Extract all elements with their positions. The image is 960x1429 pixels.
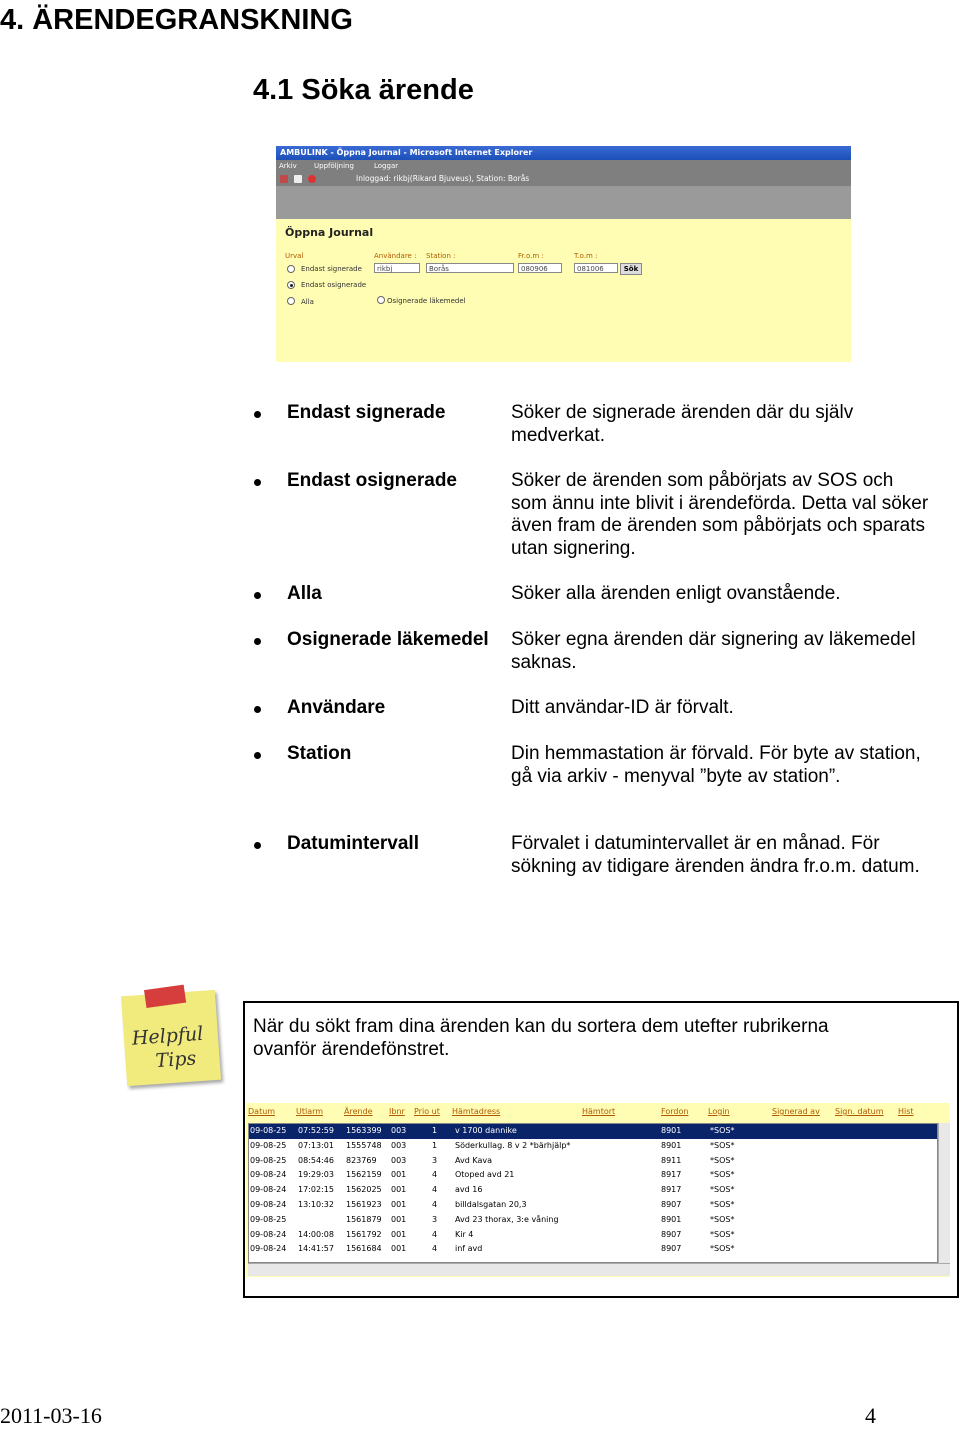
bullet — [254, 706, 261, 713]
window-title: AMBULINK - Öppna Journal - Microsoft Internet Explorer — [276, 146, 851, 160]
table-cell: 1561923 — [346, 1200, 382, 1209]
table-cell: 8907 — [661, 1244, 682, 1254]
table-cell: 1562025 — [346, 1185, 382, 1195]
search-button[interactable]: Sök — [620, 263, 642, 275]
table-cell: 1563399 — [346, 1126, 382, 1135]
table-cell: 09-08-25 — [250, 1155, 287, 1165]
table-cell: 8911 — [661, 1155, 682, 1165]
table-cell: *SOS* — [710, 1244, 735, 1254]
table-cell: 823769 — [346, 1155, 377, 1165]
table-cell: 07:52:59 — [298, 1126, 334, 1135]
to-date-input[interactable]: 081006 — [574, 263, 618, 273]
col-header[interactable]: Hämtort — [582, 1107, 616, 1116]
table-cell: *SOS* — [710, 1185, 735, 1195]
table-cell: 09-08-25 — [250, 1214, 287, 1224]
table-cell: 3 — [432, 1214, 438, 1224]
toolbar-area — [276, 186, 851, 219]
menu-uppfoljning[interactable]: Uppföljning — [314, 162, 354, 170]
option-label: Endast osignerade — [301, 281, 367, 289]
col-header[interactable]: Utlarm — [296, 1107, 324, 1116]
col-header[interactable]: Hämtadress — [452, 1107, 501, 1116]
col-header[interactable]: Login — [708, 1107, 730, 1116]
table-cell: 09-08-24 — [250, 1229, 287, 1239]
station-label: Station : — [426, 252, 456, 260]
table-cell: 1561792 — [346, 1229, 382, 1239]
table-row[interactable] — [249, 1154, 937, 1169]
bullet — [254, 842, 261, 849]
radio-alla[interactable] — [287, 297, 295, 305]
page-title: Öppna Journal — [285, 226, 374, 239]
table-cell: 1555748 — [346, 1140, 382, 1150]
table-cell: 003 — [391, 1140, 407, 1150]
table-cell: *SOS* — [710, 1214, 735, 1224]
table-row[interactable] — [249, 1139, 937, 1154]
description: Söker de signerade ärenden där du själv medverkat. — [511, 402, 854, 446]
oppna-journal-screenshot — [276, 146, 851, 362]
bullet — [254, 752, 261, 759]
col-header[interactable]: Signerad av — [772, 1107, 820, 1116]
table-row[interactable] — [249, 1198, 937, 1213]
to-label: T.o.m : — [574, 252, 598, 260]
table-cell: 001 — [391, 1214, 407, 1224]
section-heading: 4.1 Söka ärende — [253, 74, 474, 106]
table-cell: 14:41:57 — [298, 1244, 334, 1254]
menu-loggar[interactable]: Loggar — [374, 162, 399, 170]
radio-endast-osignerade[interactable] — [287, 281, 295, 289]
table-cell: avd 16 — [455, 1185, 483, 1195]
table-cell: *SOS* — [710, 1155, 735, 1165]
term: Användare — [287, 697, 386, 718]
urval-label: Urval — [285, 252, 304, 260]
menu-bar — [276, 160, 851, 186]
anvandare-label: Användare : — [374, 252, 417, 260]
col-header[interactable]: Hist — [898, 1107, 914, 1116]
table-cell: *SOS* — [710, 1170, 735, 1180]
table-cell: 1561684 — [346, 1244, 382, 1254]
case-list-screenshot — [246, 1103, 950, 1277]
stop-icon[interactable] — [280, 175, 288, 183]
chapter-heading: 4. ÄRENDEGRANSKNING — [0, 4, 353, 36]
bullet — [254, 411, 261, 418]
table-cell: 8907 — [661, 1200, 682, 1209]
table-cell: 09-08-24 — [250, 1170, 287, 1180]
case-table — [248, 1123, 938, 1263]
col-header[interactable]: Ibnr — [389, 1107, 405, 1116]
table-cell: 09-08-24 — [250, 1200, 287, 1209]
table-cell: 4 — [432, 1185, 438, 1195]
table-cell: *SOS* — [710, 1200, 735, 1209]
table-cell: 8901 — [661, 1140, 682, 1150]
table-cell: 001 — [391, 1170, 407, 1180]
option-label: Alla — [301, 298, 314, 306]
table-cell: 13:10:32 — [298, 1200, 334, 1209]
table-cell: 8901 — [661, 1214, 682, 1224]
option-label: Endast signerade — [301, 265, 362, 273]
table-cell: 003 — [391, 1126, 407, 1135]
term: Station — [287, 743, 352, 764]
tip-text: När du sökt fram dina ärenden kan du sortera dem utefter rubrikerna ovanför ärendefönstret. — [253, 1016, 829, 1060]
bullet — [254, 638, 261, 645]
table-cell: 09-08-24 — [250, 1244, 287, 1254]
table-row[interactable] — [249, 1228, 937, 1243]
bullet — [254, 592, 261, 599]
description: Söker egna ärenden där signering av läkemedel saknas. — [511, 629, 916, 673]
col-header[interactable]: Prio ut — [414, 1107, 440, 1116]
from-label: Fr.o.m : — [518, 252, 544, 260]
option-label: Osignerade läkemedel — [387, 297, 466, 305]
radio-osignerade-lakemedel[interactable] — [377, 296, 385, 304]
table-cell: 003 — [391, 1155, 407, 1165]
table-cell: Söderkullag. 8 v 2 *bärhjälp* — [455, 1140, 571, 1150]
description: Söker de ärenden som påbörjats av SOS och som ännu inte blivit i ärendeförda. Detta val söker även fram de ärenden som påbörjats och sparats utan signering. — [511, 470, 929, 559]
table-cell: billdalsgatan 20,3 — [455, 1200, 527, 1209]
table-cell: 3 — [432, 1155, 438, 1165]
table-row[interactable] — [249, 1183, 937, 1198]
table-cell: Avd Kava — [455, 1155, 493, 1165]
from-date-input[interactable]: 080906 — [518, 263, 562, 273]
table-cell: 8901 — [661, 1126, 682, 1135]
table-cell: v 1700 dannike — [455, 1126, 517, 1135]
table-cell: 09-08-24 — [250, 1185, 287, 1195]
table-cell: 14:00:08 — [298, 1229, 334, 1239]
table-cell: 4 — [432, 1244, 438, 1254]
description: Ditt användar-ID är förvalt. — [511, 697, 734, 718]
note-line2: Tips — [154, 1047, 197, 1073]
table-cell: 4 — [432, 1229, 438, 1239]
table-cell: 1 — [432, 1140, 438, 1150]
table-cell: 001 — [391, 1229, 407, 1239]
term: Datumintervall — [287, 833, 419, 854]
helpful-tips-note — [121, 990, 221, 1086]
login-info: Inloggad: rikbj(Rikard Bjuveus), Station: Borås — [356, 174, 530, 183]
table-cell: 09-08-25 — [250, 1140, 287, 1150]
col-header[interactable]: Datum — [248, 1107, 276, 1116]
col-header[interactable]: Fordon — [661, 1107, 689, 1116]
table-cell: 001 — [391, 1244, 407, 1254]
description: Din hemmastation är förvald. För byte av station, gå via arkiv - menyval ”byte av station”. — [511, 743, 921, 787]
table-cell: inf avd — [455, 1244, 483, 1254]
table-cell: 4 — [432, 1200, 438, 1209]
table-cell: *SOS* — [710, 1126, 735, 1135]
table-row[interactable] — [249, 1168, 937, 1183]
table-cell: Kir 4 — [455, 1229, 474, 1239]
table-cell: 07:13:01 — [298, 1140, 334, 1150]
table-row[interactable] — [249, 1124, 937, 1139]
radio-endast-signerade[interactable] — [287, 265, 295, 273]
table-cell: 19:29:03 — [298, 1170, 334, 1180]
table-cell: *SOS* — [710, 1229, 735, 1239]
vertical-scrollbar[interactable] — [938, 1123, 950, 1263]
page-number: 4 — [865, 1403, 876, 1428]
table-cell: 1561879 — [346, 1214, 382, 1224]
page-icon[interactable] — [294, 175, 302, 183]
term: Alla — [287, 583, 322, 604]
description: Förvalet i datumintervallet är en månad. För sökning av tidigare ärenden ändra fr.o.m. datum. — [511, 833, 920, 877]
table-cell: Otoped avd 21 — [455, 1170, 515, 1180]
footer-date: 2011-03-16 — [0, 1403, 102, 1428]
table-cell: 8917 — [661, 1170, 682, 1180]
table-cell: 001 — [391, 1185, 407, 1195]
menu-arkiv[interactable]: Arkiv — [279, 162, 297, 170]
note-line1: Helpful — [131, 1022, 204, 1050]
table-cell: 1562159 — [346, 1170, 382, 1180]
bullet — [254, 479, 261, 486]
anvandare-input[interactable]: rikbj — [374, 263, 420, 273]
pin-icon — [144, 985, 186, 1008]
close-icon[interactable] — [308, 175, 316, 183]
table-cell: 4 — [432, 1170, 438, 1180]
table-cell: 001 — [391, 1200, 407, 1209]
col-header[interactable]: Ärende — [344, 1107, 373, 1116]
term: Osignerade läkemedel — [287, 629, 489, 650]
table-cell: 17:02:15 — [298, 1185, 334, 1195]
table-cell: 08:54:46 — [298, 1155, 334, 1165]
table-row[interactable] — [249, 1213, 937, 1228]
table-cell: Avd 23 thorax, 3:e våning — [455, 1214, 559, 1224]
table-cell: 8917 — [661, 1185, 682, 1195]
table-cell: 8907 — [661, 1229, 682, 1239]
table-cell: 1 — [432, 1126, 438, 1135]
horizontal-scrollbar[interactable] — [248, 1263, 950, 1276]
station-select[interactable]: Borås — [426, 263, 514, 273]
term: Endast osignerade — [287, 470, 457, 491]
table-row[interactable] — [249, 1242, 937, 1257]
table-cell: *SOS* — [710, 1140, 735, 1150]
term: Endast signerade — [287, 402, 446, 423]
col-header[interactable]: Sign. datum — [835, 1107, 884, 1116]
description: Söker alla ärenden enligt ovanstående. — [511, 583, 841, 604]
table-cell: 09-08-25 — [250, 1126, 287, 1135]
